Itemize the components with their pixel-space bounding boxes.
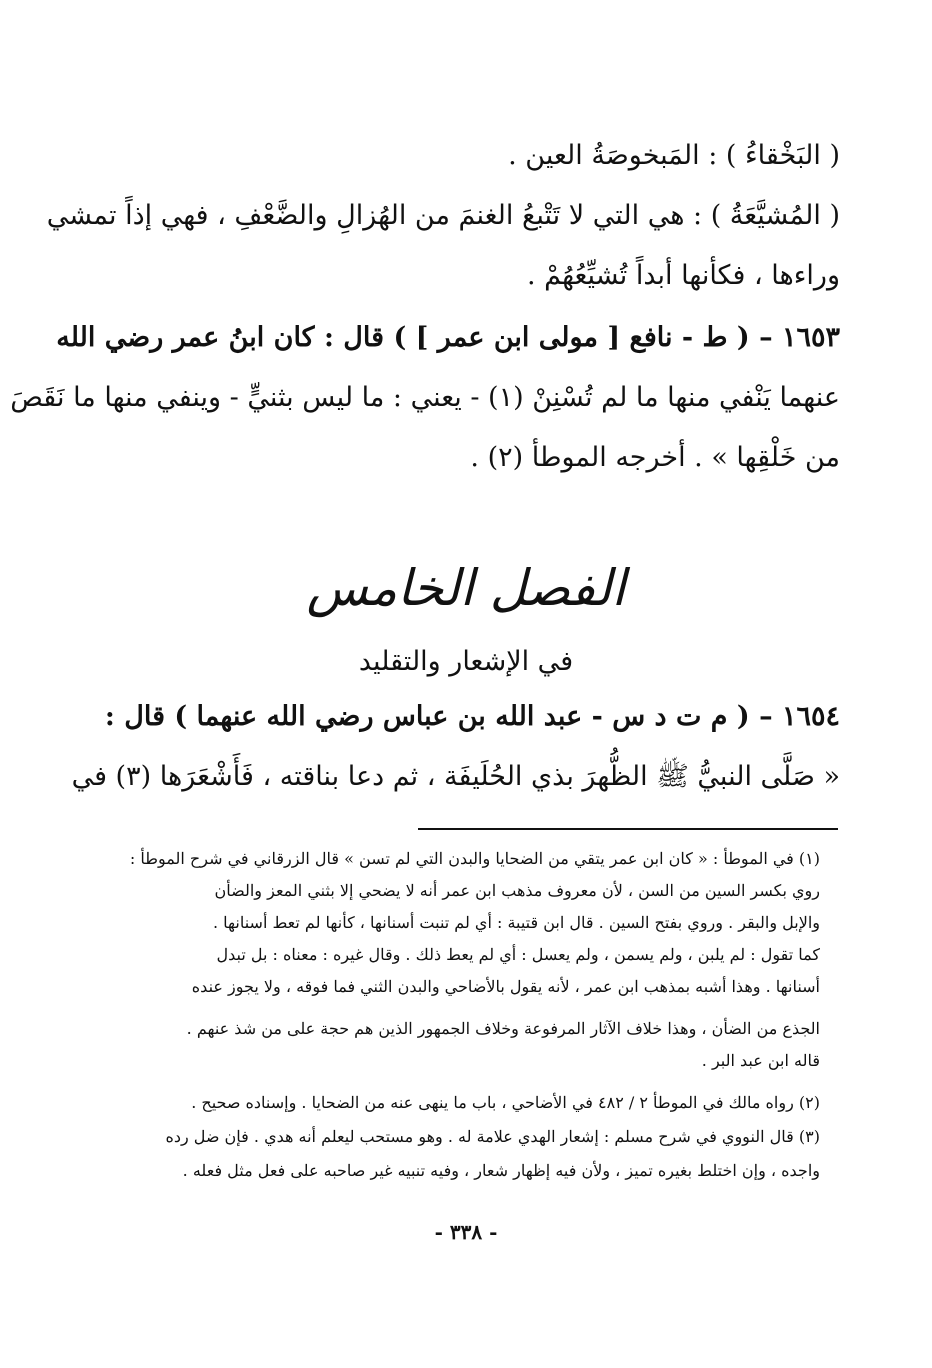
hadith-1654-heading: ١٦٥٤ – ( م ت د س - عبد الله بن عباس رضي الله عنهما ) قال : xyxy=(104,701,840,732)
body-line-1: ( البَخْقاءُ ) : المَبخوصَةُ العين . xyxy=(508,140,840,171)
body2-line-2: « صَلَّى النبيُّ ﷺ الظُّهرَ بذي الحُلَيفَة ، ثم دعا بناقته ، فَأَشْعَرَها (٣) في xyxy=(71,761,840,792)
chapter-subtitle: في الإشعار والتقليد xyxy=(358,646,574,677)
footnote-rule xyxy=(418,828,838,830)
footnote-line-3: والإبل والبقر . وروي بفتح السين . قال ابن قتيبة : أي لم تنبت أسنانها ، كأنها لم تعط أسنانها . xyxy=(212,913,820,932)
footnote-line-10: واجده ، وإن اختلط بغيره تميز ، ولأن فيه إظهار شعار ، وفيه تنبيه غير صاحبه على فعل مثل فعله . xyxy=(182,1161,820,1180)
footnote-line-9: (٣) قال النووي في شرح مسلم : إشعار الهدي علامة له . وهو مستحب ليعلم أنه هدي . فإن ضل رده xyxy=(165,1127,820,1146)
footnote-line-5: أسنانها . وهذا أشبه بمذهب ابن عمر ، لأنه يقول بالأضاحي والبدن الثني فما فوقه ، ولا يجوز عنده xyxy=(191,977,820,996)
footnote-line-6: الجذع من الضأن ، وهذا خلاف الآثار المرفوعة وخلاف الجمهور الذين هم حجة على من شذ عنهم . xyxy=(186,1019,820,1038)
hadith-1653-heading: ١٦٥٣ – ( ط - نافع [ مولى ابن عمر ] ) قال : كان ابنُ عمر رضي الله xyxy=(56,322,840,353)
page-number: - ٣٣٨ - xyxy=(434,1220,498,1244)
footnote-line-8: (٢) رواه مالك في الموطأ ٢ / ٤٨٢ في الأضاحي ، باب ما ينهى عنه من الضحايا . وإسناده صحيح . xyxy=(191,1093,820,1112)
body-line-2: ( المُشيَّعَةُ ) : هي التي لا تَتْبعُ الغنمَ من الهُزالِ والضَّعْفِ ، فهي إذاً تمشي xyxy=(46,200,840,231)
body-line-3: وراءها ، فكأنها أبداً تُشيِّعُهُمْ . xyxy=(526,260,840,291)
footnote-line-2: روي بكسر السين من السن ، لأن معروف مذهب ابن عمر أنه لا يضحي إلا بثني المعز والضأن xyxy=(214,881,820,900)
footnote-line-7: قاله ابن عبد البر . xyxy=(701,1051,820,1070)
body-line-5: عنهما يَنْفي منها ما لم تُسْنِنْ (١) - يعني : ما ليس بثنيٍّ - وينفي منها ما نَقَصَ xyxy=(10,382,840,413)
chapter-title: الفصل الخامس xyxy=(306,559,626,617)
body-line-6: من خَلْقِها » . أخرجه الموطأ (٢) . xyxy=(470,442,840,473)
footnote-line-1: (١) في الموطأ : « كان ابن عمر يتقي من الضحايا والبدن التي لم تسن » قال الزرقاني في شرح الموطأ : xyxy=(129,849,820,868)
footnote-line-4: كما تقول : لم يلبن ، ولم يسمن ، ولم يعسل : أي لم يعط ذلك . وقال غيره : معناه : بل تبدل xyxy=(216,945,820,964)
